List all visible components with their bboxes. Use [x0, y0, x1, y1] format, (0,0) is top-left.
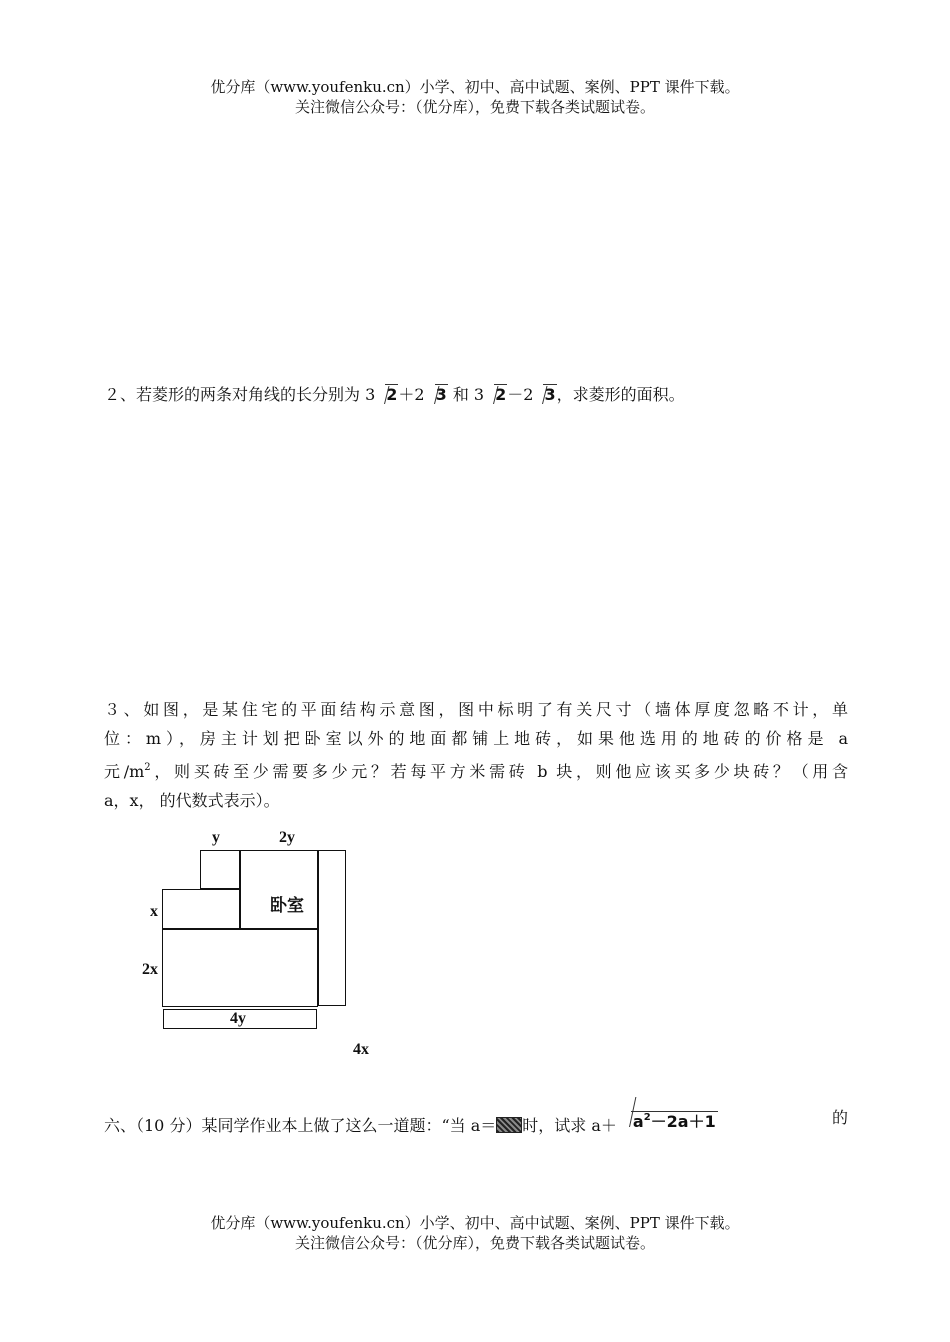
bedroom	[240, 850, 318, 929]
q6-radicand	[631, 1111, 718, 1131]
ink-blot-icon	[496, 1117, 522, 1133]
q3-line-3	[104, 753, 848, 786]
main-room	[162, 929, 318, 1007]
q3-line-1: ３、如图，是某住宅的平面结构示意图，图中标明了有关尺寸（墙体厚度忽略不计，单	[104, 700, 848, 719]
question-2	[104, 383, 685, 407]
q3-unit: 元/m	[104, 762, 145, 781]
side-room	[318, 850, 346, 1006]
sqrt-symbol	[426, 383, 448, 407]
q3-line-4: a，x， 的代数式表示）。	[104, 791, 280, 810]
q2-radicand-3: 2	[495, 385, 507, 404]
label-4y: 4y	[230, 1010, 246, 1027]
label-y: y	[212, 829, 220, 846]
q2-radicand-2: 3	[435, 385, 447, 404]
q6-prefix: 六、（10 分）某同学作业本上做了这么一道题：“当 a＝	[104, 1116, 497, 1135]
left-room	[162, 889, 240, 929]
q6-rad-rest: －2a＋1	[650, 1112, 716, 1131]
q6-mid: 时，试求 a＋	[522, 1116, 617, 1135]
sqrt-symbol	[376, 383, 398, 407]
q2-radicand-4: 3	[544, 385, 556, 404]
label-bedroom: 卧室	[270, 896, 304, 916]
small-room	[200, 850, 240, 889]
header-line-1: 优分库（www.youfenku.cn）小学、初中、高中试题、案例、PPT 课件下载。	[210, 78, 740, 96]
page-footer	[0, 1213, 950, 1253]
q2-minus: －2	[507, 385, 534, 404]
q3-line-2: 位：m），房主计划把卧室以外的地面都铺上地砖，如果他选用的地砖的价格是 a	[104, 729, 848, 748]
q2-and: 和 3	[447, 385, 485, 404]
sqrt-symbol	[485, 383, 507, 407]
label-x: x	[150, 903, 158, 920]
q3-line-3-rest: ，则买砖至少需要多少元？若每平方米需砖 b 块，则他应该买多少块砖？（用含	[150, 762, 848, 781]
q2-plus: ＋2	[398, 385, 425, 404]
q6-suffix: 的	[831, 1108, 848, 1127]
header-line-2: 关注微信公众号：（优分库），免费下载各类试题试卷。	[294, 98, 655, 116]
footer-line-1: 优分库（www.youfenku.cn）小学、初中、高中试题、案例、PPT 课件下载。	[210, 1214, 740, 1232]
label-2x: 2x	[142, 961, 158, 978]
q2-suffix: ，求菱形的面积。	[556, 385, 685, 404]
label-4x: 4x	[353, 1041, 369, 1058]
q3-unit-exponent: 2	[144, 762, 151, 773]
question-6	[104, 1103, 848, 1141]
q6-rad-a: a	[632, 1112, 644, 1131]
question-3	[104, 695, 848, 815]
sqrt-symbol	[617, 1103, 718, 1137]
sqrt-symbol	[534, 383, 556, 407]
q6-rad-exponent: 2	[643, 1112, 651, 1123]
footer-line-2: 关注微信公众号：（优分库），免费下载各类试题试卷。	[294, 1234, 655, 1252]
label-2y: 2y	[279, 829, 295, 846]
q2-radicand-1: 2	[386, 385, 398, 404]
page-header	[0, 77, 950, 117]
q2-prefix: ２、若菱形的两条对角线的长分别为 3	[104, 385, 376, 404]
